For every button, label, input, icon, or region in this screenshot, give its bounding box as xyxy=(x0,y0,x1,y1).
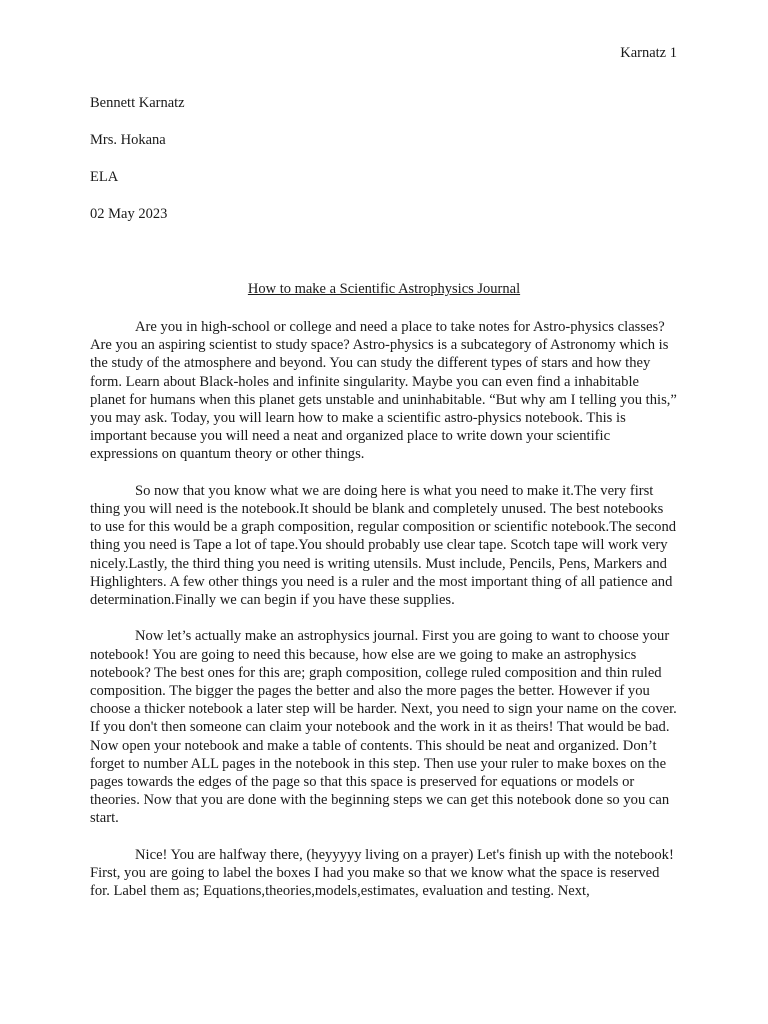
essay-title: How to make a Scientific Astrophysics Journal xyxy=(247,281,521,297)
teacher-name: Mrs. Hokana xyxy=(90,132,166,148)
paragraph-2: So now that you know what we are doing here is what you need to make it.The very first thing you will need is the notebook.It should be blank and completely unused. The best notebooks to use for this would be a graph composition, regular composition or scientific notebook.The second thing you need is Tape a lot of tape.You should probably use clear tape. Scotch tape will work very nicely.Lastly, the third thing you need is writing utensils. Must include, Pencils, Pens, Markers and Highlighters. A few other things you need is a ruler and the most important thing of all patience and determination.Finally we can begin if you have these supplies. xyxy=(90,482,677,609)
essay-date: 02 May 2023 xyxy=(90,206,168,222)
page-header: Karnatz 1 xyxy=(620,45,677,61)
paragraph-4: Nice! You are halfway there, (heyyyyy living on a prayer) Let's finish up with the notebook! First, you are going to label the boxes I had you make so that we know what the space is reserved for. Label them as; Equations,theories,models,estimates, evaluation and testing. Next, xyxy=(90,846,674,900)
student-name: Bennett Karnatz xyxy=(90,95,185,111)
paragraph-3: Now let’s actually make an astrophysics journal. First you are going to want to choose your notebook! You are going to need this because, how else are we going to make an astrophysics notebook? The best ones for this are; graph composition, college ruled composition and thin ruled composition. The bigger the pages the better and also the more pages the better. However if you choose a thicker notebook a later step will be harder. Next, you need to sign your name on the cover. If you don't then someone can claim your notebook and the work in it as theirs! That would be bad. Now open your notebook and make a table of contents. This should be neat and organized. Don’t forget to number ALL pages in the notebook in this step. Then use your ruler to make boxes on the pages towards the edges of the page so that this space is preserved for equations or models or theories. Now that you are done with the beginning steps we can get this notebook done so you can start. xyxy=(90,628,677,827)
course-name: ELA xyxy=(90,169,119,185)
essay-body xyxy=(90,318,678,919)
paragraph-1: Are you in high-school or college and need a place to take notes for Astro-physics classes? Are you an aspiring scientist to study space? Astro-physics is a subcategory of Astronomy which is the study of the atmosphere and beyond. You can study the different types of stars and how they form. Learn about Black-holes and infinite singularity. Maybe you can even find a inhabitable planet for humans when this planet gets unstable and uninhabitable. “But why am I telling you this,” you may ask. Today, you will learn how to make a scientific astro-physics notebook. This is important because you will need a neat and organized place to write down your scientific expressions on quantum theory or other things. xyxy=(90,319,677,463)
mla-heading xyxy=(90,94,185,242)
